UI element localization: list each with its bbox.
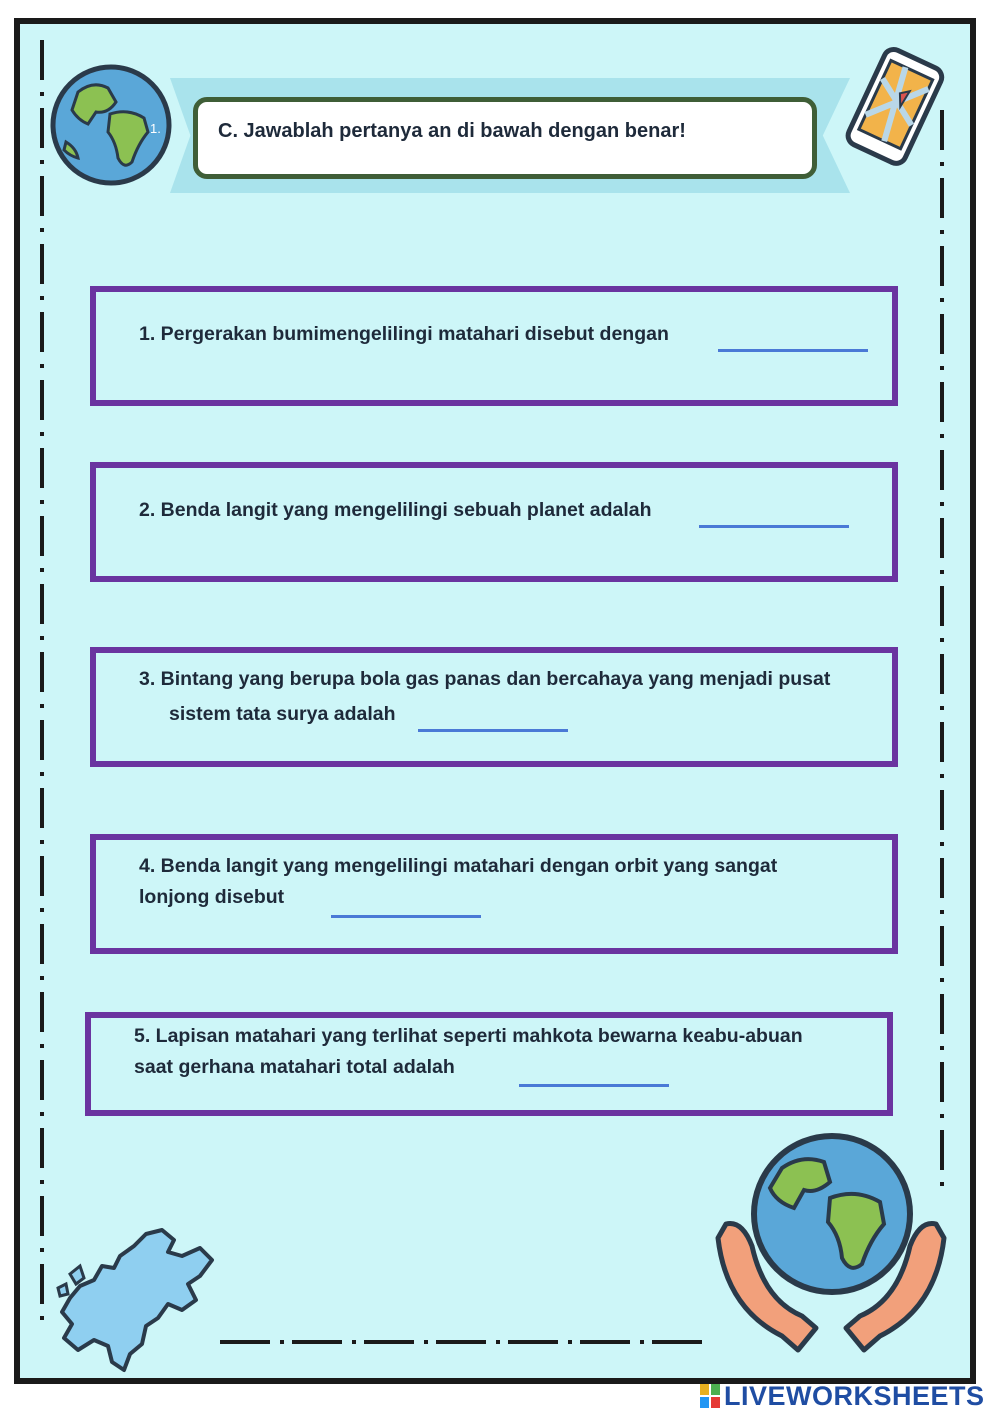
answer-line-3[interactable] bbox=[418, 729, 568, 732]
hands-globe-icon bbox=[712, 1128, 950, 1358]
title-box bbox=[193, 97, 817, 179]
dashed-border-bottom bbox=[220, 1340, 710, 1344]
answer-line-1[interactable] bbox=[718, 349, 868, 352]
page-title: C. Jawablah pertanya an di bawah dengan benar! bbox=[218, 120, 686, 142]
brand-logo-text: LIVEWORKSHEETS bbox=[724, 1381, 985, 1411]
small-number: 1. bbox=[150, 121, 161, 136]
dashed-border-left bbox=[40, 40, 44, 1330]
question-3-line-2: sistem tata surya adalah bbox=[169, 703, 396, 725]
europe-map-icon bbox=[50, 1226, 218, 1376]
question-4-line-2: lonjong disebut bbox=[139, 886, 285, 908]
answer-line-5[interactable] bbox=[519, 1084, 669, 1087]
question-3-line-1: 3. Bintang yang berupa bola gas panas dan bercahaya yang menjadi pusat bbox=[139, 668, 831, 690]
map-phone-icon bbox=[838, 46, 950, 166]
question-1-text: 1. Pergerakan bumimengelilingi matahari disebut dengan bbox=[139, 323, 669, 345]
answer-line-4[interactable] bbox=[331, 915, 481, 918]
question-5-line-1: 5. Lapisan matahari yang terlihat seperti mahkota bewarna keabu-abuan bbox=[134, 1025, 803, 1047]
dashed-border-right bbox=[940, 110, 944, 1190]
liveworksheets-logo-icon bbox=[700, 1384, 720, 1408]
question-2-text: 2. Benda langit yang mengelilingi sebuah planet adalah bbox=[139, 499, 652, 521]
question-box-2 bbox=[90, 462, 898, 582]
question-box-1 bbox=[90, 286, 898, 406]
question-5-line-2: saat gerhana matahari total adalah bbox=[134, 1056, 455, 1078]
answer-line-2[interactable] bbox=[699, 525, 849, 528]
question-4-line-1: 4. Benda langit yang mengelilingi matahari dengan orbit yang sangat bbox=[139, 855, 778, 877]
